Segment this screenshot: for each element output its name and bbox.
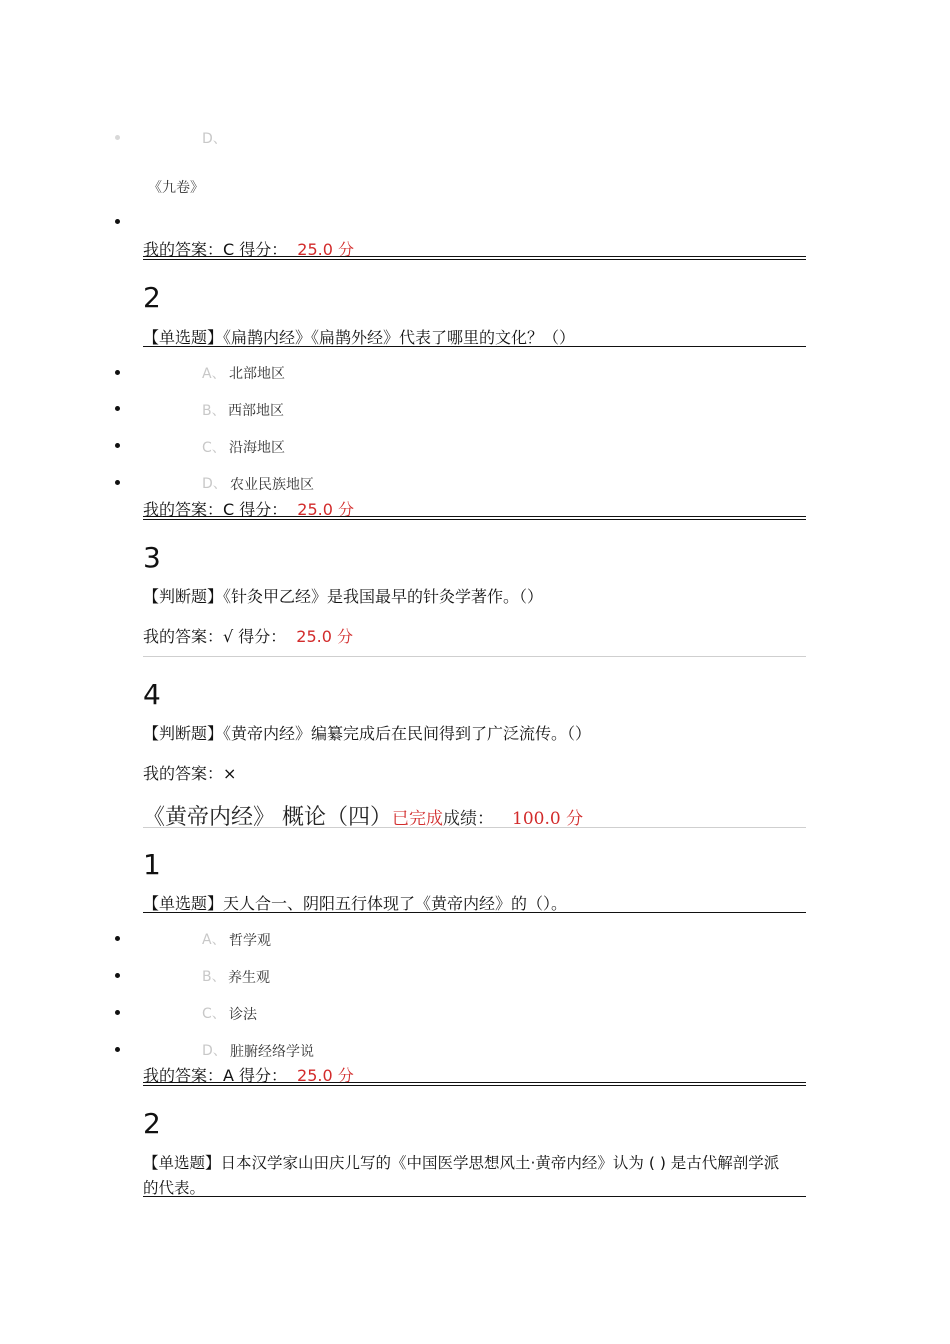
list-bullet — [115, 1047, 120, 1052]
question-text: 【判断题】《黄帝内经》编纂完成后在民间得到了广泛流传。（） — [143, 724, 592, 743]
question-text: 【单选题】《扁鹊内经》《扁鹊外经》代表了哪里的文化？（） — [143, 328, 576, 347]
option-c-text: 沿海地区 — [229, 440, 285, 456]
score: 25.0 分 — [297, 240, 354, 259]
question-text: 【判断题】《针灸甲乙经》是我国最早的针灸学著作。（） — [143, 587, 544, 606]
option-d-text: 农业民族地区 — [230, 477, 314, 493]
option-d-text: 脏腑经络学说 — [230, 1044, 314, 1060]
list-bullet — [115, 443, 120, 448]
divider — [143, 827, 806, 828]
option-a-text: 北部地区 — [229, 366, 285, 382]
divider — [143, 1082, 806, 1086]
section-status: 已完成 — [392, 809, 443, 829]
section-title: 《黄帝内经》 概论（四） — [143, 805, 392, 830]
divider — [143, 346, 806, 347]
question-text-line-1: 【单选题】日本汉学家山田庆儿写的《中国医学思想风土·黄帝内经》认为 ( ) 是古代解剖学派 — [143, 1154, 780, 1172]
answer-label: 我的答案：√ 得分： — [143, 627, 287, 646]
list-bullet — [115, 219, 120, 224]
option-a-letter: A、 — [202, 932, 226, 948]
my-answer: 我的答案：× — [143, 764, 237, 783]
list-bullet — [115, 1010, 120, 1015]
divider — [143, 1196, 806, 1197]
answer-label: 我的答案：A 得分： — [143, 1066, 288, 1085]
option-c-letter: C、 — [202, 1006, 226, 1022]
list-bullet — [115, 406, 120, 411]
option-b-text: 西部地区 — [228, 403, 284, 419]
option-c-letter: C、 — [202, 440, 226, 456]
answer-label: 我的答案：C 得分： — [143, 500, 288, 519]
divider — [143, 912, 806, 913]
question-number: 1 — [143, 848, 161, 881]
option-c-text: 诊法 — [229, 1007, 257, 1023]
question-text-line-2: 的代表。 — [143, 1179, 206, 1197]
divider — [143, 256, 806, 260]
question-text: 【单选题】天人合一、阴阳五行体现了《黄帝内经》的（）。 — [143, 894, 568, 913]
list-bullet — [115, 936, 120, 941]
option-a-letter: A、 — [202, 366, 226, 382]
list-bullet — [115, 135, 120, 140]
option-d-letter: D、 — [202, 131, 227, 147]
option-b-letter: B、 — [202, 403, 226, 419]
grade-label: 成绩： — [443, 809, 494, 829]
question-number: 4 — [143, 678, 161, 711]
my-answer — [143, 624, 353, 647]
option-d-letter: D、 — [202, 476, 227, 492]
list-bullet — [115, 480, 120, 485]
option-b-letter: B、 — [202, 969, 226, 985]
option-a-text: 哲学观 — [229, 933, 271, 949]
question-number: 2 — [143, 1107, 161, 1140]
list-bullet — [115, 370, 120, 375]
divider — [143, 516, 806, 520]
score: 25.0 分 — [297, 1066, 354, 1085]
list-bullet — [115, 973, 120, 978]
score: 25.0 分 — [297, 500, 354, 519]
answer-label: 我的答案：C 得分： — [143, 240, 288, 259]
score: 25.0 分 — [296, 627, 354, 646]
question-number: 3 — [143, 541, 161, 574]
option-d-text: 《九卷》 — [148, 180, 204, 196]
option-d-letter: D、 — [202, 1043, 227, 1059]
option-b-text: 养生观 — [228, 970, 270, 986]
divider — [143, 656, 806, 657]
question-number: 2 — [143, 281, 161, 314]
grade-value: 100.0 分 — [512, 809, 584, 829]
